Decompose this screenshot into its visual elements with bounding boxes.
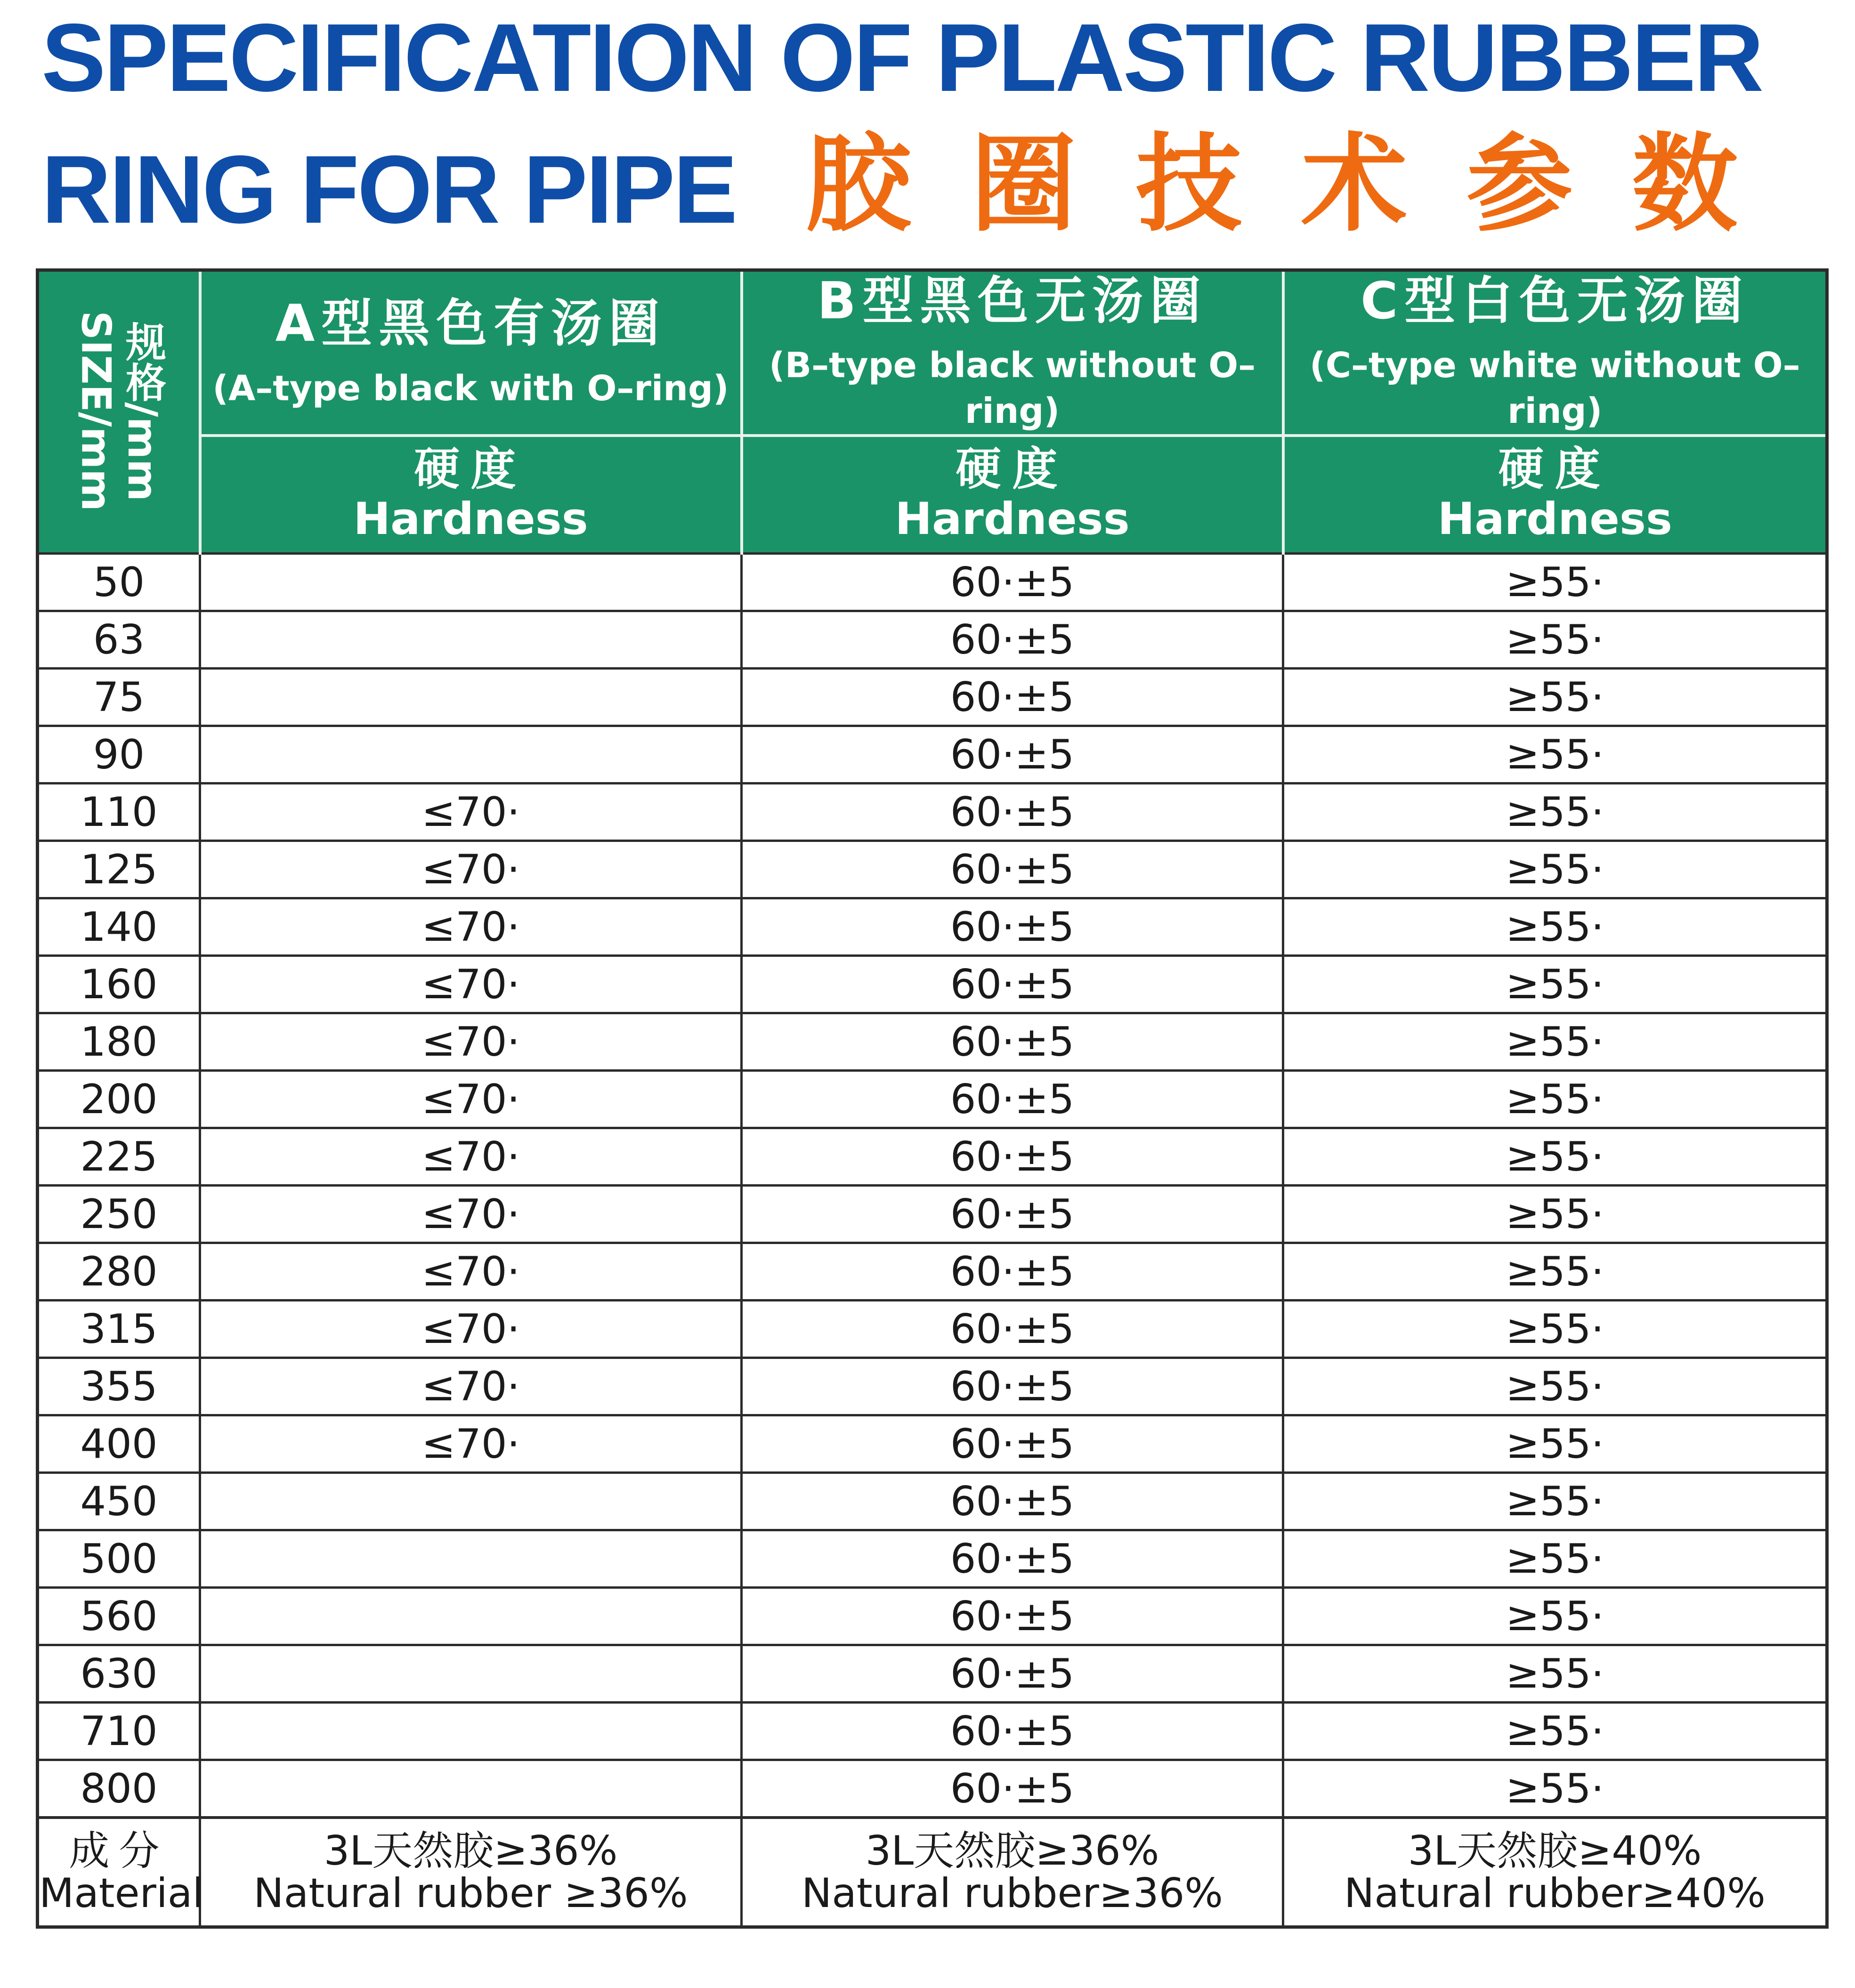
type-c-cn: C型白色无汤圈 [1361,272,1750,331]
page-title-line2: RING FOR PIPE [41,136,736,243]
table-row [38,841,1827,898]
size-cell: 800 [38,1760,200,1818]
hardness-c-cell: ≥55· [1283,1588,1827,1645]
hardness-a-cell [200,1645,742,1703]
hardness-b-cell: 60·±5 [742,1415,1283,1473]
hardness-c-cell: ≥55· [1283,898,1827,956]
hardness-header-c [1283,436,1827,554]
hardness-a-cell: ≤70· [200,1071,742,1128]
type-a-en: (A–type black with O–ring) [212,368,729,409]
hardness-c-cell: ≥55· [1283,1645,1827,1703]
table-row [38,784,1827,841]
hardness-c-cell: ≥55· [1283,1415,1827,1473]
size-cell: 315 [38,1301,200,1358]
material-b [742,1818,1283,1927]
hardness-a-cell [200,1703,742,1760]
hardness-a-cell [200,726,742,784]
hardness-label-cn: 硬度 [956,442,1069,495]
size-cell: 125 [38,841,200,898]
hardness-b-cell: 60·±5 [742,784,1283,841]
hardness-b-cell: 60·±5 [742,1128,1283,1186]
table-row [38,1071,1827,1128]
size-header-en: SIZE/mm [72,311,120,511]
size-cell: 630 [38,1645,200,1703]
hardness-a-cell: ≤70· [200,956,742,1013]
table-row [38,1186,1827,1243]
hardness-b-cell: 60·±5 [742,1013,1283,1071]
table-row [38,1128,1827,1186]
size-cell: 63 [38,611,200,669]
hardness-a-cell [200,1530,742,1588]
hardness-b-cell: 60·±5 [742,1071,1283,1128]
hardness-b-cell: 60·±5 [742,1473,1283,1530]
hardness-b-cell: 60·±5 [742,841,1283,898]
title-cn-char: 参 [1466,123,1572,246]
hardness-header-b [742,436,1283,554]
hardness-c-cell: ≥55· [1283,784,1827,841]
size-cell: 160 [38,956,200,1013]
hardness-b-cell: 60·±5 [742,1358,1283,1415]
type-c-en: (C–type white without O–ring) [1309,345,1800,431]
material-label [38,1818,204,1927]
hardness-c-cell: ≥55· [1283,1243,1827,1301]
hardness-b-cell: 60·±5 [742,1645,1283,1703]
hardness-a-cell: ≤70· [200,1415,742,1473]
hardness-b-cell: 60·±5 [742,956,1283,1013]
hardness-a-cell: ≤70· [200,1301,742,1358]
hardness-c-cell: ≥55· [1283,841,1827,898]
hardness-c-cell: ≥55· [1283,956,1827,1013]
table-row [38,1530,1827,1588]
table-row [38,1301,1827,1358]
table-row [38,1588,1827,1645]
type-b-cn: B型黑色无汤圈 [817,272,1207,331]
size-cell: 225 [38,1128,200,1186]
hardness-a-cell: ≤70· [200,898,742,956]
hardness-header-a [200,436,742,554]
table-row [38,1760,1827,1818]
hardness-c-cell: ≥55· [1283,1186,1827,1243]
material-label-cn: 成分 [69,1827,169,1875]
hardness-c-cell: ≥55· [1283,1071,1827,1128]
title-cn-char: 术 [1301,123,1407,246]
material-row [38,1818,1827,1927]
table-row [38,1473,1827,1530]
hardness-label-cn: 硬度 [1498,442,1612,495]
hardness-b-cell: 60·±5 [742,726,1283,784]
hardness-c-cell: ≥55· [1283,1013,1827,1071]
hardness-a-cell [200,611,742,669]
hardness-c-cell: ≥55· [1283,1530,1827,1588]
hardness-a-cell: ≤70· [200,841,742,898]
size-cell: 355 [38,1358,200,1415]
hardness-c-cell: ≥55· [1283,1473,1827,1530]
hardness-b-cell: 60·±5 [742,1760,1283,1818]
hardness-b-cell: 60·±5 [742,1186,1283,1243]
table-row [38,1703,1827,1760]
material-a [200,1818,742,1927]
hardness-c-cell: ≥55· [1283,1703,1827,1760]
size-cell: 140 [38,898,200,956]
hardness-b-cell: 60·±5 [742,1243,1283,1301]
size-cell: 280 [38,1243,200,1301]
hardness-c-cell: ≥55· [1283,726,1827,784]
size-cell: 200 [38,1071,200,1128]
hardness-a-cell [200,554,742,611]
hardness-b-cell: 60·±5 [742,898,1283,956]
column-header-a-type [200,270,742,436]
hardness-label-en: Hardness [353,493,588,545]
material-a-en: Natural rubber ≥36% [253,1870,688,1917]
material-c [1283,1818,1827,1927]
column-header-b-type [742,270,1283,436]
hardness-a-cell: ≤70· [200,1243,742,1301]
hardness-a-cell: ≤70· [200,1358,742,1415]
table-row [38,1645,1827,1703]
material-a-cn: 3L天然胶≥36% [324,1827,618,1875]
type-b-en: (B–type black without O–ring) [769,345,1256,431]
hardness-label-en: Hardness [1437,493,1672,545]
hardness-b-cell: 60·±5 [742,1588,1283,1645]
title-cn-char: 胶 [805,123,911,246]
hardness-a-cell: ≤70· [200,1186,742,1243]
hardness-a-cell [200,1760,742,1818]
size-column-header [38,270,200,554]
table-row [38,611,1827,669]
hardness-c-cell: ≥55· [1283,611,1827,669]
table-row [38,898,1827,956]
hardness-b-cell: 60·±5 [742,669,1283,726]
type-a-cn: A型黑色有汤圈 [275,294,666,354]
material-b-en: Natural rubber≥36% [801,1870,1223,1917]
size-cell: 450 [38,1473,200,1530]
table-body [38,554,1827,1927]
hardness-b-cell: 60·±5 [742,554,1283,611]
hardness-c-cell: ≥55· [1283,1358,1827,1415]
hardness-b-cell: 60·±5 [742,1301,1283,1358]
hardness-c-cell: ≥55· [1283,554,1827,611]
column-header-c-type [1283,270,1827,436]
page-title-chinese [805,123,1738,246]
hardness-a-cell: ≤70· [200,1013,742,1071]
hardness-c-cell: ≥55· [1283,1301,1827,1358]
table-row [38,1415,1827,1473]
title-cn-char: 技 [1136,123,1242,246]
size-cell: 110 [38,784,200,841]
hardness-a-cell [200,1473,742,1530]
size-cell: 710 [38,1703,200,1760]
spec-table [36,268,1829,1929]
size-cell: 560 [38,1588,200,1645]
size-cell: 400 [38,1415,200,1473]
hardness-label-cn: 硬度 [414,442,527,495]
material-c-cn: 3L天然胶≥40% [1408,1827,1702,1875]
table-row [38,956,1827,1013]
size-cell: 250 [38,1186,200,1243]
hardness-c-cell: ≥55· [1283,1760,1827,1818]
hardness-a-cell [200,1588,742,1645]
material-label-en: Material [39,1870,204,1917]
hardness-c-cell: ≥55· [1283,1128,1827,1186]
title-cn-char: 数 [1632,123,1738,246]
table-row [38,1243,1827,1301]
page-title-line1: SPECIFICATION OF PLASTIC RUBBER [41,4,1762,112]
title-cn-char: 圈 [971,123,1077,246]
hardness-c-cell: ≥55· [1283,669,1827,726]
table-row [38,726,1827,784]
size-cell: 50 [38,554,200,611]
hardness-b-cell: 60·±5 [742,1530,1283,1588]
hardness-a-cell: ≤70· [200,784,742,841]
hardness-a-cell [200,669,742,726]
table-row [38,669,1827,726]
table-row [38,1013,1827,1071]
size-cell: 500 [38,1530,200,1588]
size-cell: 75 [38,669,200,726]
table-row [38,1358,1827,1415]
table-row [38,554,1827,611]
hardness-b-cell: 60·±5 [742,611,1283,669]
size-cell: 180 [38,1013,200,1071]
hardness-label-en: Hardness [895,493,1130,545]
size-cell: 90 [38,726,200,784]
material-c-en: Natural rubber≥40% [1344,1870,1766,1917]
material-b-cn: 3L天然胶≥36% [865,1827,1159,1875]
hardness-b-cell: 60·±5 [742,1703,1283,1760]
size-header-cn: 规格/mm [119,321,166,501]
hardness-a-cell: ≤70· [200,1128,742,1186]
